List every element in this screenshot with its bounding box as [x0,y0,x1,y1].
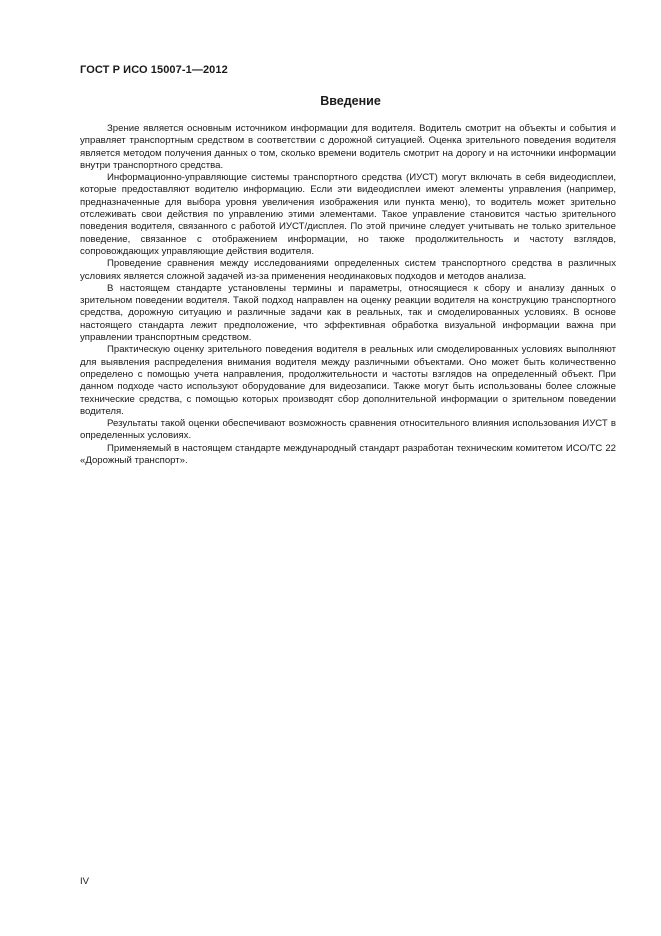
paragraph-technical-committee: Применяемый в настоящем стандарте международный стандарт разработан техническим комитетом ИСО/ТС 22 «Дорожный транспорт». [80,442,616,467]
paragraph-vision-source: Зрение является основным источником информации для водителя. Водитель смотрит на объекты и события и управляет транспортным средством в соответствии с дорожной ситуацией. Оценка зрительного поведения водителя является методом получения данных о том, сколько времени водитель смотрит на дорогу и на источники информации внутри транспортного средства. [80,123,616,171]
body-text [80,123,616,467]
standard-code-header: ГОСТ Р ИСО 15007-1—2012 [80,64,228,76]
paragraph-practical-assessment: Практическую оценку зрительного поведения водителя в реальных или смоделированных условиях выполняют для выявления распределения внимания водителя между различными объектами. Оно может быть количественно определено с помощью учета направления, продолжительности и частоты взглядов на определенный объект. При данном подходе часто используют оборудование для видеозаписи. Также могут быть использованы более сложные технические средства, с помощью которых производят сбор дополнительной информации о зрительном поведении водителя. [80,344,616,417]
paragraph-ivis-displays: Информационно-управляющие системы транспортного средства (ИУСТ) могут включать в себя видеодисплеи, которые предоставляют водителю информацию. Если эти видеодисплеи имеют элементы управления (например, предназначенные для выбора уровня увеличения изображения или пункта меню), то водитель может зрительно отслеживать свои действия по управлению этими элементами. Такое управление становится частью зрительного поведения водителя, связанного с работой ИУСТ/дисплея. По этой причине следует учитывать не только зрительное поведение, связанное с отображением информации, но также продолжительность и частоту взглядов, сопровождающих управляющие действия водителя. [80,172,616,257]
paragraph-comparison-difficulty: Проведение сравнения между исследованиями определенных систем транспортного средства в различных условиях является сложной задачей из-за применения неодинаковых подходов и методов анализа. [80,258,616,282]
paragraph-standard-scope: В настоящем стандарте установлены термины и параметры, относящиеся к сбору и анализу данных о зрительном поведении водителя. Такой подход направлен на оценку реакции водителя на конструкцию транспортного средства, дорожную ситуацию и различные задачи как в реальных, так и смоделированных условиях. В основе настоящего стандарта лежит предположение, что эффективная обработка визуальной информации важна при управлении транспортным средством. [80,282,616,344]
page-number: IV [80,876,90,887]
paragraph-assessment-results: Результаты такой оценки обеспечивают возможность сравнения относительного влияния использования ИУСТ в определенных условиях. [80,418,616,442]
section-title: Введение [320,94,381,108]
